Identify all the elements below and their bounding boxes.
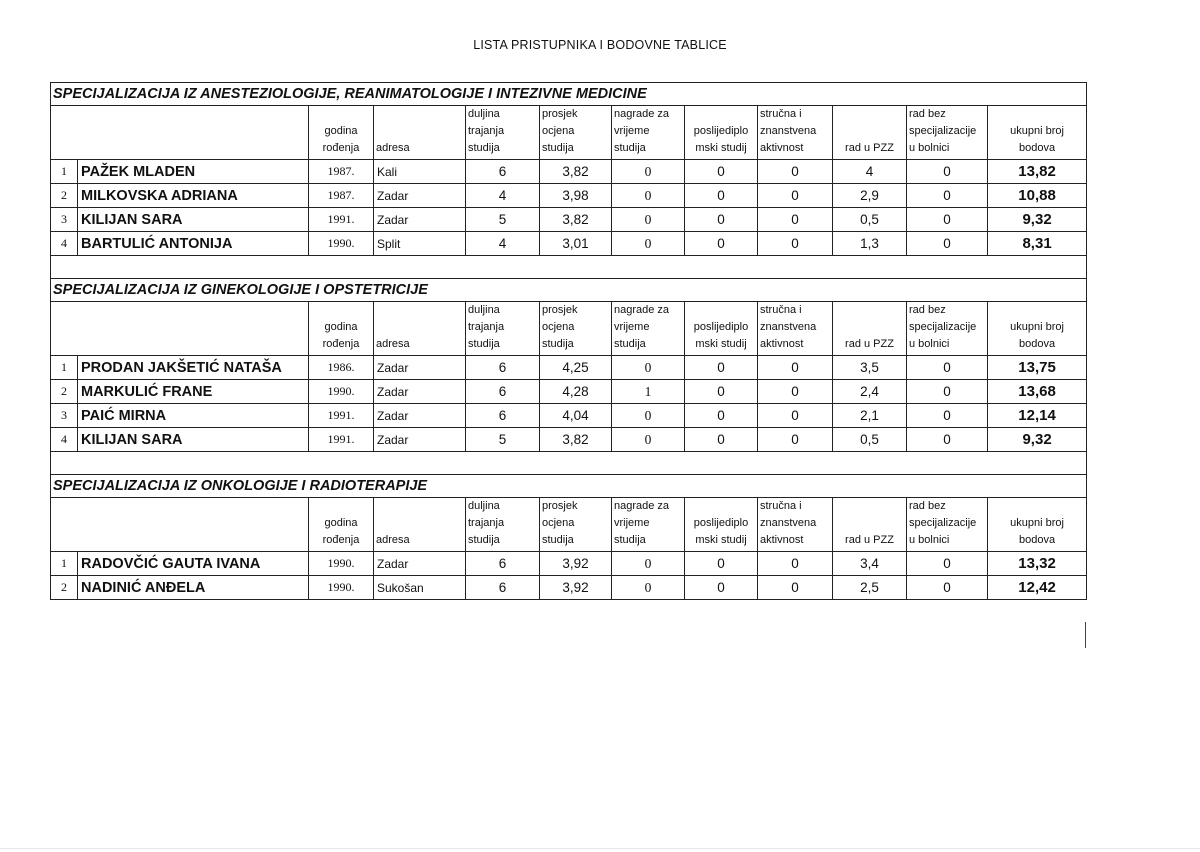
scan-edge-line bbox=[0, 848, 1200, 849]
study-length: 6 bbox=[466, 356, 540, 380]
header-study-length: duljina trajanja studija bbox=[466, 302, 540, 356]
hospital-work: 0 bbox=[907, 552, 988, 576]
header-year: godina rođenja bbox=[309, 302, 374, 356]
total-points: 13,75 bbox=[988, 356, 1087, 380]
header-professional-activity: stručna i znanstvena aktivnost bbox=[758, 302, 833, 356]
header-hospital-work: rad bez specijalizacije u bolnici bbox=[907, 106, 988, 160]
column-header-row bbox=[51, 302, 1087, 356]
header-blank bbox=[51, 302, 309, 356]
professional-activity: 0 bbox=[758, 552, 833, 576]
primary-care-work: 3,4 bbox=[833, 552, 907, 576]
awards: 0 bbox=[612, 576, 685, 600]
candidate-name: PAIĆ MIRNA bbox=[78, 404, 309, 428]
awards: 0 bbox=[612, 428, 685, 452]
grade-average: 4,25 bbox=[540, 356, 612, 380]
address: Zadar bbox=[374, 428, 466, 452]
candidate-name: KILIJAN SARA bbox=[78, 428, 309, 452]
total-points: 10,88 bbox=[988, 184, 1087, 208]
primary-care-work: 2,1 bbox=[833, 404, 907, 428]
professional-activity: 0 bbox=[758, 404, 833, 428]
section-spacer bbox=[51, 452, 1087, 475]
candidate-name: PAŽEK MLADEN bbox=[78, 160, 309, 184]
birth-year: 1990. bbox=[309, 576, 374, 600]
header-awards: nagrade za vrijeme studija bbox=[612, 498, 685, 552]
primary-care-work: 2,5 bbox=[833, 576, 907, 600]
grade-average: 3,92 bbox=[540, 552, 612, 576]
candidate-row bbox=[51, 160, 1087, 184]
row-number: 2 bbox=[51, 576, 78, 600]
row-number: 3 bbox=[51, 404, 78, 428]
awards: 0 bbox=[612, 404, 685, 428]
postgraduate: 0 bbox=[685, 576, 758, 600]
primary-care-work: 0,5 bbox=[833, 208, 907, 232]
candidate-row bbox=[51, 576, 1087, 600]
grade-average: 3,82 bbox=[540, 208, 612, 232]
professional-activity: 0 bbox=[758, 208, 833, 232]
professional-activity: 0 bbox=[758, 232, 833, 256]
header-awards: nagrade za vrijeme studija bbox=[612, 106, 685, 160]
awards: 0 bbox=[612, 160, 685, 184]
awards: 0 bbox=[612, 552, 685, 576]
header-study-length: duljina trajanja studija bbox=[466, 106, 540, 160]
grade-average: 3,82 bbox=[540, 428, 612, 452]
primary-care-work: 2,9 bbox=[833, 184, 907, 208]
document-title: LISTA PRISTUPNIKA I BODOVNE TABLICE bbox=[473, 38, 727, 52]
grade-average: 3,92 bbox=[540, 576, 612, 600]
total-points: 8,31 bbox=[988, 232, 1087, 256]
birth-year: 1986. bbox=[309, 356, 374, 380]
column-header-row bbox=[51, 106, 1087, 160]
row-number: 3 bbox=[51, 208, 78, 232]
birth-year: 1991. bbox=[309, 404, 374, 428]
section-title: SPECIJALIZACIJA IZ ONKOLOGIJE I RADIOTERAPIJE bbox=[51, 475, 1087, 498]
postgraduate: 0 bbox=[685, 160, 758, 184]
table-border-tail bbox=[1085, 622, 1086, 648]
candidate-row bbox=[51, 380, 1087, 404]
primary-care-work: 0,5 bbox=[833, 428, 907, 452]
candidate-name: MARKULIĆ FRANE bbox=[78, 380, 309, 404]
header-professional-activity: stručna i znanstvena aktivnost bbox=[758, 498, 833, 552]
row-number: 2 bbox=[51, 380, 78, 404]
study-length: 4 bbox=[466, 232, 540, 256]
header-primary-care-work: rad u PZZ bbox=[833, 106, 907, 160]
professional-activity: 0 bbox=[758, 576, 833, 600]
row-number: 4 bbox=[51, 232, 78, 256]
awards: 0 bbox=[612, 232, 685, 256]
header-address: adresa bbox=[374, 106, 466, 160]
professional-activity: 0 bbox=[758, 428, 833, 452]
postgraduate: 0 bbox=[685, 552, 758, 576]
row-number: 1 bbox=[51, 356, 78, 380]
address: Sukošan bbox=[374, 576, 466, 600]
total-points: 12,42 bbox=[988, 576, 1087, 600]
row-number: 4 bbox=[51, 428, 78, 452]
header-grade-average: prosjek ocjena studija bbox=[540, 302, 612, 356]
hospital-work: 0 bbox=[907, 160, 988, 184]
score-sheet bbox=[50, 82, 1088, 600]
grade-average: 4,04 bbox=[540, 404, 612, 428]
candidate-row bbox=[51, 356, 1087, 380]
birth-year: 1987. bbox=[309, 184, 374, 208]
candidate-row bbox=[51, 404, 1087, 428]
total-points: 13,68 bbox=[988, 380, 1087, 404]
address: Zadar bbox=[374, 404, 466, 428]
address: Zadar bbox=[374, 356, 466, 380]
score-table bbox=[50, 82, 1087, 600]
row-number: 1 bbox=[51, 552, 78, 576]
hospital-work: 0 bbox=[907, 356, 988, 380]
candidate-row bbox=[51, 552, 1087, 576]
address: Kali bbox=[374, 160, 466, 184]
header-postgraduate: poslijediplo mski studij bbox=[685, 498, 758, 552]
professional-activity: 0 bbox=[758, 184, 833, 208]
header-year: godina rođenja bbox=[309, 498, 374, 552]
grade-average: 3,98 bbox=[540, 184, 612, 208]
header-primary-care-work: rad u PZZ bbox=[833, 498, 907, 552]
total-points: 12,14 bbox=[988, 404, 1087, 428]
candidate-name: PRODAN JAKŠETIĆ NATAŠA bbox=[78, 356, 309, 380]
address: Zadar bbox=[374, 380, 466, 404]
awards: 0 bbox=[612, 184, 685, 208]
section-title-row bbox=[51, 83, 1087, 106]
candidate-row bbox=[51, 184, 1087, 208]
birth-year: 1990. bbox=[309, 232, 374, 256]
study-length: 6 bbox=[466, 160, 540, 184]
candidate-name: KILIJAN SARA bbox=[78, 208, 309, 232]
total-points: 9,32 bbox=[988, 208, 1087, 232]
column-header-row bbox=[51, 498, 1087, 552]
study-length: 6 bbox=[466, 552, 540, 576]
primary-care-work: 1,3 bbox=[833, 232, 907, 256]
header-grade-average: prosjek ocjena studija bbox=[540, 106, 612, 160]
header-address: adresa bbox=[374, 498, 466, 552]
candidate-name: RADOVČIĆ GAUTA IVANA bbox=[78, 552, 309, 576]
section-title-row bbox=[51, 475, 1087, 498]
study-length: 5 bbox=[466, 208, 540, 232]
grade-average: 3,01 bbox=[540, 232, 612, 256]
study-length: 6 bbox=[466, 404, 540, 428]
candidate-name: MILKOVSKA ADRIANA bbox=[78, 184, 309, 208]
row-number: 2 bbox=[51, 184, 78, 208]
address: Zadar bbox=[374, 184, 466, 208]
hospital-work: 0 bbox=[907, 208, 988, 232]
hospital-work: 0 bbox=[907, 404, 988, 428]
birth-year: 1990. bbox=[309, 552, 374, 576]
birth-year: 1990. bbox=[309, 380, 374, 404]
header-study-length: duljina trajanja studija bbox=[466, 498, 540, 552]
address: Split bbox=[374, 232, 466, 256]
postgraduate: 0 bbox=[685, 356, 758, 380]
header-hospital-work: rad bez specijalizacije u bolnici bbox=[907, 498, 988, 552]
spacer-cell bbox=[51, 256, 1087, 279]
total-points: 13,32 bbox=[988, 552, 1087, 576]
primary-care-work: 4 bbox=[833, 160, 907, 184]
postgraduate: 0 bbox=[685, 232, 758, 256]
postgraduate: 0 bbox=[685, 208, 758, 232]
hospital-work: 0 bbox=[907, 576, 988, 600]
header-total-points: ukupni broj bodova bbox=[988, 498, 1087, 552]
header-total-points: ukupni broj bodova bbox=[988, 302, 1087, 356]
awards: 0 bbox=[612, 356, 685, 380]
grade-average: 4,28 bbox=[540, 380, 612, 404]
professional-activity: 0 bbox=[758, 160, 833, 184]
hospital-work: 0 bbox=[907, 232, 988, 256]
header-year: godina rođenja bbox=[309, 106, 374, 160]
header-hospital-work: rad bez specijalizacije u bolnici bbox=[907, 302, 988, 356]
table-body bbox=[51, 83, 1087, 600]
header-address: adresa bbox=[374, 302, 466, 356]
primary-care-work: 3,5 bbox=[833, 356, 907, 380]
section-title: SPECIJALIZACIJA IZ GINEKOLOGIJE I OPSTETRICIJE bbox=[51, 279, 1087, 302]
header-postgraduate: poslijediplo mski studij bbox=[685, 302, 758, 356]
birth-year: 1987. bbox=[309, 160, 374, 184]
section-spacer bbox=[51, 256, 1087, 279]
candidate-name: NADINIĆ ANĐELA bbox=[78, 576, 309, 600]
hospital-work: 0 bbox=[907, 428, 988, 452]
header-blank bbox=[51, 106, 309, 160]
spacer-cell bbox=[51, 452, 1087, 475]
postgraduate: 0 bbox=[685, 428, 758, 452]
section-title-row bbox=[51, 279, 1087, 302]
awards: 0 bbox=[612, 208, 685, 232]
row-number: 1 bbox=[51, 160, 78, 184]
header-postgraduate: poslijediplo mski studij bbox=[685, 106, 758, 160]
address: Zadar bbox=[374, 552, 466, 576]
address: Zadar bbox=[374, 208, 466, 232]
awards: 1 bbox=[612, 380, 685, 404]
header-professional-activity: stručna i znanstvena aktivnost bbox=[758, 106, 833, 160]
header-blank bbox=[51, 498, 309, 552]
candidate-name: BARTULIĆ ANTONIJA bbox=[78, 232, 309, 256]
candidate-row bbox=[51, 232, 1087, 256]
hospital-work: 0 bbox=[907, 184, 988, 208]
postgraduate: 0 bbox=[685, 404, 758, 428]
total-points: 13,82 bbox=[988, 160, 1087, 184]
header-total-points: ukupni broj bodova bbox=[988, 106, 1087, 160]
birth-year: 1991. bbox=[309, 428, 374, 452]
professional-activity: 0 bbox=[758, 356, 833, 380]
header-primary-care-work: rad u PZZ bbox=[833, 302, 907, 356]
postgraduate: 0 bbox=[685, 184, 758, 208]
header-grade-average: prosjek ocjena studija bbox=[540, 498, 612, 552]
candidate-row bbox=[51, 428, 1087, 452]
grade-average: 3,82 bbox=[540, 160, 612, 184]
study-length: 6 bbox=[466, 380, 540, 404]
header-awards: nagrade za vrijeme studija bbox=[612, 302, 685, 356]
primary-care-work: 2,4 bbox=[833, 380, 907, 404]
candidate-row bbox=[51, 208, 1087, 232]
birth-year: 1991. bbox=[309, 208, 374, 232]
professional-activity: 0 bbox=[758, 380, 833, 404]
total-points: 9,32 bbox=[988, 428, 1087, 452]
postgraduate: 0 bbox=[685, 380, 758, 404]
study-length: 6 bbox=[466, 576, 540, 600]
study-length: 5 bbox=[466, 428, 540, 452]
section-title: SPECIJALIZACIJA IZ ANESTEZIOLOGIJE, REANIMATOLOGIJE I INTEZIVNE MEDICINE bbox=[51, 83, 1087, 106]
hospital-work: 0 bbox=[907, 380, 988, 404]
study-length: 4 bbox=[466, 184, 540, 208]
